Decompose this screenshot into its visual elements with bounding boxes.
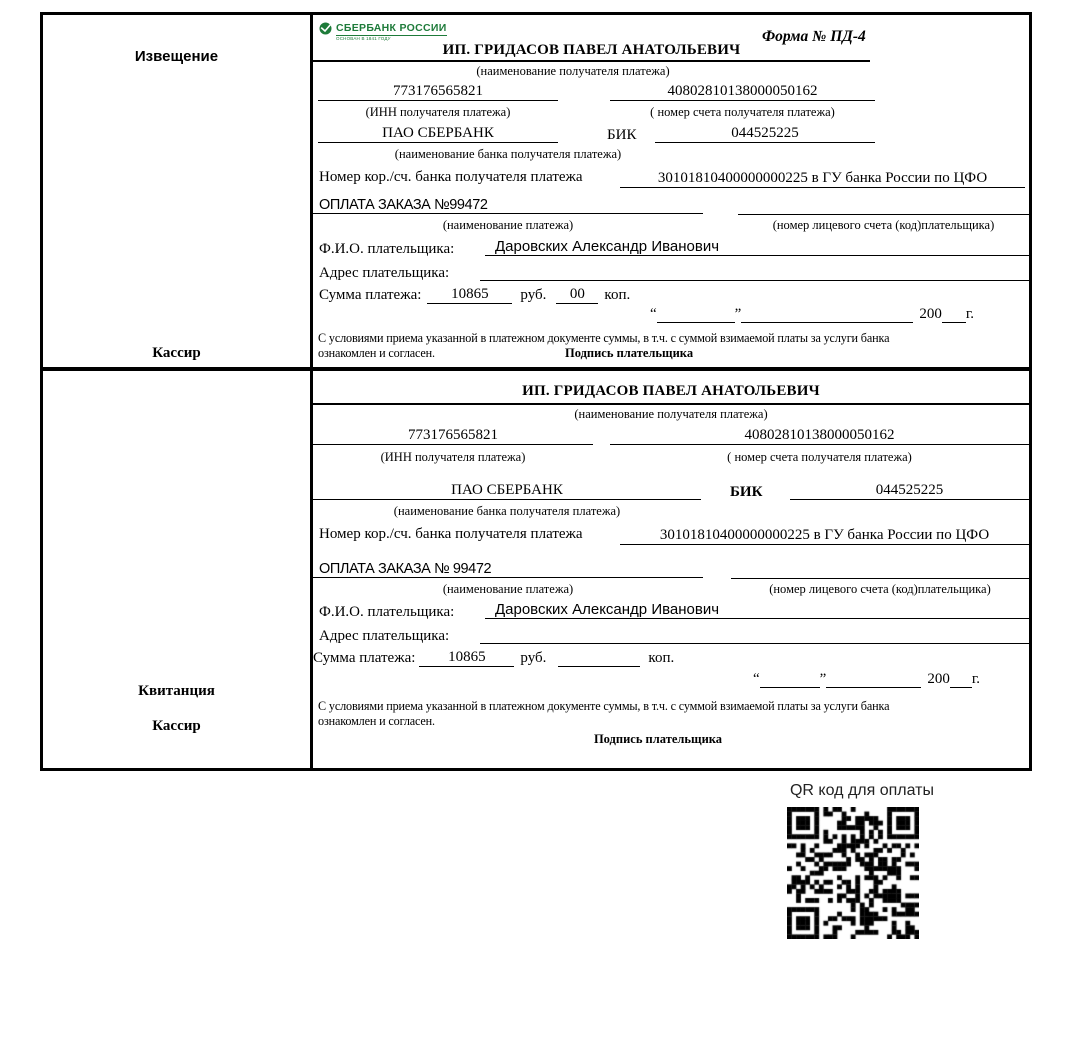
qr-label: QR код для оплаты	[789, 782, 934, 799]
form-number-label: Форма № ПД-4	[762, 28, 866, 45]
year-line	[950, 659, 972, 688]
payer-address-label: Адрес плательщика:	[319, 265, 450, 281]
payer-name-label: Ф.И.О. плательщика:	[319, 604, 455, 620]
close-quote: ”	[734, 306, 742, 322]
bik-value: 044525225	[790, 470, 1029, 500]
amount-row	[313, 635, 674, 667]
agreement-line-2: ознакомлен и согласен.	[318, 714, 435, 728]
rub-label: руб.	[520, 287, 547, 303]
agreement-line-1: С условиями приема указанной в платежном документе суммы, в т.ч. с суммой взимаемой платы за услуги банка	[318, 331, 890, 345]
corr-account-value: 30101810400000000225 в ГУ банка России по ЦФО	[620, 515, 1029, 545]
personal-account-caption: (номер лицевого счета (код)плательщика)	[769, 582, 991, 596]
open-quote: “	[753, 671, 760, 687]
bik-label: БИК	[730, 484, 763, 500]
date-row	[753, 660, 980, 688]
cashier-label: Кассир	[152, 345, 201, 361]
payment-purpose-value: ОПЛАТА ЗАКАЗА № 99472	[313, 548, 703, 578]
recipient-caption: (наименование получателя платежа)	[574, 407, 768, 421]
account-caption: ( номер счета получателя платежа)	[650, 105, 835, 119]
sberbank-logo	[319, 22, 447, 41]
date-row	[650, 293, 974, 323]
receipt-section	[40, 368, 1032, 771]
purpose-caption: (наименование платежа)	[442, 218, 574, 232]
agreement-line-2-row	[318, 346, 693, 361]
bik-value: 044525225	[655, 113, 875, 143]
kop-label: коп.	[604, 287, 631, 303]
bank-caption: (наименование банка получателя платежа)	[394, 147, 622, 161]
notice-left-column	[43, 15, 313, 367]
receipt-left-column	[43, 371, 313, 768]
kopecks-blank-line	[558, 634, 640, 667]
account-value: 40802810138000050162	[610, 71, 875, 101]
receipt-form-column	[313, 371, 1029, 768]
agreement-line-2: ознакомлен и согласен.	[318, 346, 435, 360]
year-prefix: 200	[919, 306, 942, 322]
amount-row	[319, 272, 630, 304]
rub-label: руб.	[520, 650, 547, 666]
payer-name-value: Даровских Александр Иванович	[485, 226, 1029, 256]
personal-account-line	[731, 548, 1029, 579]
payer-name-label: Ф.И.О. плательщика:	[319, 241, 455, 257]
recipient-caption: (наименование получателя платежа)	[476, 64, 670, 78]
bank-name-value: ПАО СБЕРБАНК	[318, 113, 558, 143]
date-month-line	[826, 659, 921, 688]
signature-label: Подпись плательщика	[564, 346, 694, 360]
payer-address-label: Адрес плательщика:	[319, 628, 450, 644]
corr-account-label: Номер кор./сч. банка получателя платежа	[319, 169, 583, 185]
inn-caption: (ИНН получателя платежа)	[365, 105, 511, 119]
notice-section	[40, 12, 1032, 370]
corr-account-value: 30101810400000000225 в ГУ банка России по ЦФО	[620, 158, 1025, 188]
inn-value: 773176565821	[318, 71, 558, 101]
kopecks-value: 00	[556, 272, 598, 304]
recipient-name: ИП. ГРИДАСОВ ПАВЕЛ АНАТОЛЬЕВИЧ	[313, 383, 1029, 405]
year-prefix: 200	[927, 671, 950, 687]
sberbank-logo-text: СБЕРБАНК РОССИИ	[336, 22, 447, 34]
payer-name-value: Даровских Александр Иванович	[485, 589, 1029, 619]
notice-form-column	[313, 15, 1029, 367]
year-line	[942, 292, 966, 323]
date-month-line	[741, 292, 913, 323]
receipt-label: Квитанция	[138, 683, 215, 699]
sberbank-logo-tagline: ОСНОВАН В 1841 ГОДУ	[336, 36, 391, 41]
signature-label: Подпись плательщика	[593, 732, 723, 746]
close-quote: ”	[819, 671, 827, 687]
corr-account-label: Номер кор./сч. банка получателя платежа	[319, 526, 583, 542]
bank-caption: (наименование банка получателя платежа)	[393, 504, 621, 518]
cashier-label: Кассир	[152, 718, 201, 734]
recipient-name: ИП. ГРИДАСОВ ПАВЕЛ АНАТОЛЬЕВИЧ	[313, 42, 870, 62]
sberbank-logo-icon	[319, 22, 332, 35]
kop-label: коп.	[648, 650, 675, 666]
notice-label: Извещение	[134, 48, 219, 65]
date-day-line	[657, 292, 735, 323]
amount-label: Сумма платежа:	[319, 287, 422, 303]
year-suffix: г.	[971, 671, 981, 687]
personal-account-line	[738, 184, 1029, 215]
open-quote: “	[650, 306, 657, 322]
account-caption: ( номер счета получателя платежа)	[727, 450, 912, 464]
date-day-line	[760, 659, 820, 688]
amount-value: 10865	[427, 272, 512, 304]
account-value: 40802810138000050162	[610, 415, 1029, 445]
purpose-caption: (наименование платежа)	[442, 582, 574, 596]
inn-caption: (ИНН получателя платежа)	[380, 450, 526, 464]
amount-value: 10865	[419, 635, 514, 667]
agreement-line-1: С условиями приема указанной в платежном документе суммы, в т.ч. с суммой взимаемой платы за услуги банка	[318, 699, 890, 713]
bik-label: БИК	[607, 127, 637, 143]
inn-value: 773176565821	[313, 415, 593, 445]
bank-name-value: ПАО СБЕРБАНК	[313, 470, 701, 500]
year-suffix: г.	[965, 306, 975, 322]
qr-code	[787, 807, 919, 939]
payment-purpose-value: ОПЛАТА ЗАКАЗА №99472	[313, 184, 703, 214]
personal-account-caption: (номер лицевого счета (код)плательщика)	[772, 218, 995, 232]
amount-label: Сумма платежа:	[313, 650, 416, 666]
